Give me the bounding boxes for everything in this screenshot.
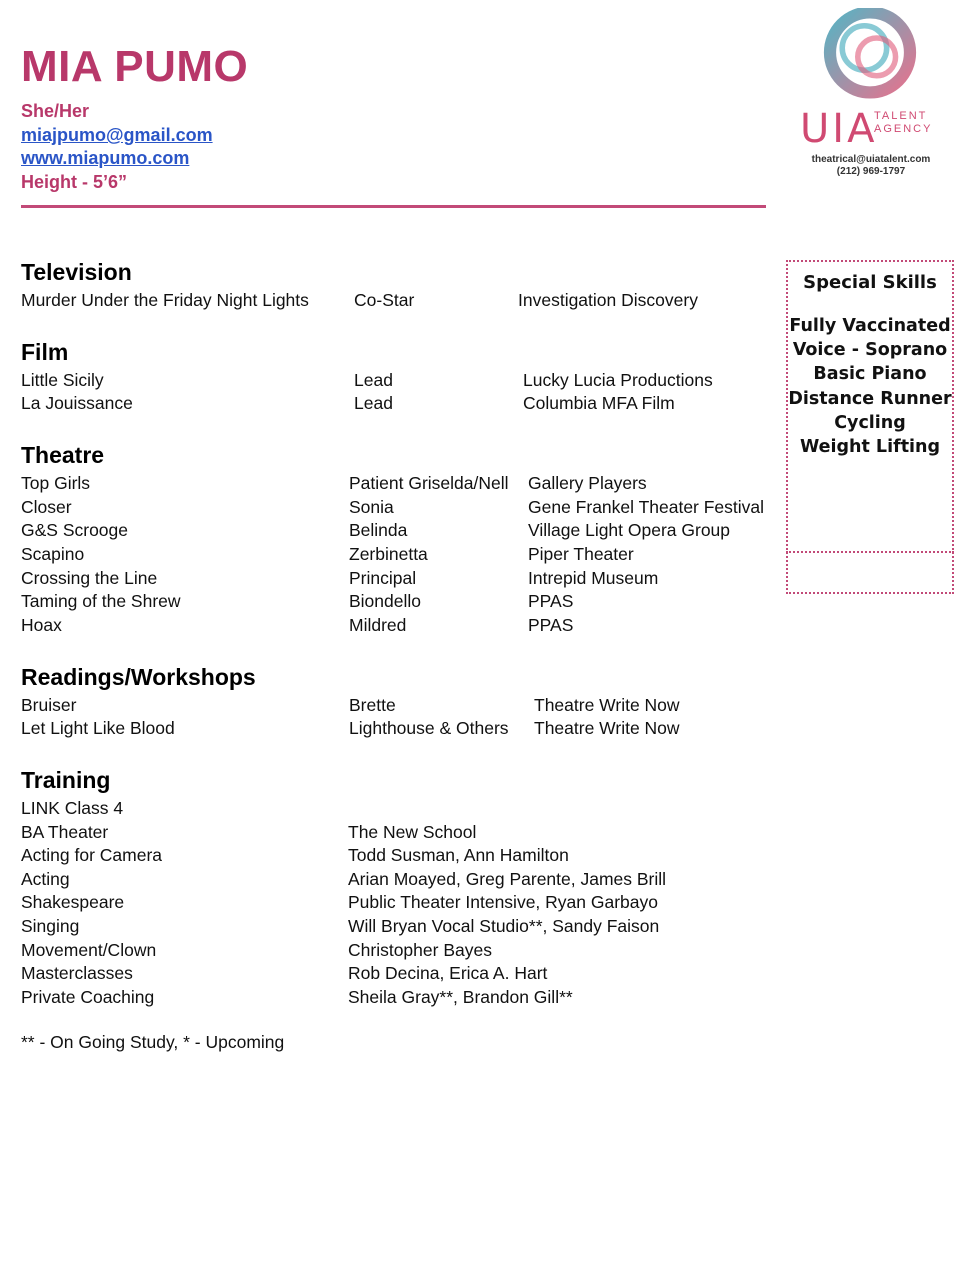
- header-divider: [21, 205, 766, 208]
- credit-title: Hoax: [21, 615, 62, 635]
- website-link[interactable]: www.miapumo.com: [21, 148, 190, 168]
- credit-role: Zerbinetta: [349, 544, 428, 564]
- skill-item: Fully Vaccinated: [789, 316, 951, 336]
- credit-role: Principal: [349, 568, 417, 588]
- credit-role: Lighthouse & Others: [349, 718, 509, 738]
- height: Height - 5’6”: [21, 172, 128, 192]
- credit-title: Little Sicily: [21, 370, 104, 390]
- special-skills-divider: [786, 551, 954, 553]
- training-teacher: Sheila Gray**, Brandon Gill**: [348, 987, 573, 1007]
- training-subject: Acting for Camera: [21, 845, 163, 865]
- credit-company: Piper Theater: [528, 544, 634, 564]
- credit-role: Mildred: [349, 615, 407, 635]
- training-teacher: The New School: [348, 822, 477, 842]
- section-title-film: Film: [21, 339, 69, 365]
- skill-item: Distance Runner: [788, 389, 952, 409]
- pronouns: She/Her: [21, 101, 90, 121]
- skill-item: Weight Lifting: [799, 437, 941, 457]
- credit-title: Let Light Like Blood: [21, 718, 175, 738]
- credit-role: Sonia: [349, 497, 394, 517]
- training-teacher: Todd Susman, Ann Hamilton: [348, 845, 569, 865]
- training-teacher: Arian Moayed, Greg Parente, James Brill: [348, 869, 667, 889]
- section-title-readings: Readings/Workshops: [21, 664, 256, 690]
- credit-company: Columbia MFA Film: [523, 393, 675, 413]
- training-teacher: Christopher Bayes: [348, 940, 492, 960]
- training-subject: Acting: [21, 869, 70, 889]
- credit-role: Biondello: [349, 591, 421, 611]
- section-title-training: Training: [21, 767, 111, 793]
- credit-title: La Jouissance: [21, 393, 133, 413]
- training-subject: Shakespeare: [21, 892, 125, 912]
- agency-logo-icon: [820, 8, 920, 108]
- agency-phone: (212) 969-1797: [836, 166, 906, 177]
- credit-company: PPAS: [528, 591, 574, 611]
- credit-role: Lead: [354, 393, 393, 413]
- agency-logo-text: UIA: [800, 106, 878, 152]
- training-teacher: Rob Decina, Erica A. Hart: [348, 963, 548, 983]
- credit-company: Intrepid Museum: [528, 568, 659, 588]
- credit-title: Murder Under the Friday Night Lights: [21, 290, 309, 310]
- footnote: ** - On Going Study, * - Upcoming: [21, 1032, 285, 1052]
- credit-role: Belinda: [349, 520, 408, 540]
- credit-title: Closer: [21, 497, 72, 517]
- section-title-television: Television: [21, 259, 132, 285]
- credit-title: Crossing the Line: [21, 568, 158, 588]
- credit-role: Brette: [349, 695, 396, 715]
- credit-role: Lead: [354, 370, 393, 390]
- credit-company: Investigation Discovery: [518, 290, 698, 310]
- credit-title: G&S Scrooge: [21, 520, 128, 540]
- training-teacher: Public Theater Intensive, Ryan Garbayo: [348, 892, 658, 912]
- credit-company: Gallery Players: [528, 473, 647, 493]
- actor-name: MIA PUMO: [21, 42, 249, 91]
- section-title-theatre: Theatre: [21, 442, 105, 468]
- credit-title: Taming of the Shrew: [21, 591, 181, 611]
- agency-email: theatrical@uiatalent.com: [811, 154, 931, 165]
- training-teacher: Will Bryan Vocal Studio**, Sandy Faison: [348, 916, 660, 936]
- training-subject: LINK Class 4: [21, 798, 124, 818]
- credit-role: Co-Star: [354, 290, 415, 310]
- credit-company: Theatre Write Now: [534, 718, 680, 738]
- agency-logo-sub-agency: AGENCY: [874, 123, 933, 135]
- credit-title: Scapino: [21, 544, 85, 564]
- training-subject: BA Theater: [21, 822, 109, 842]
- credit-company: Theatre Write Now: [534, 695, 680, 715]
- credit-company: PPAS: [528, 615, 574, 635]
- special-skills-title: Special Skills: [803, 272, 937, 293]
- skill-item: Basic Piano: [813, 364, 927, 384]
- skill-item: Voice - Soprano: [792, 340, 948, 360]
- training-subject: Private Coaching: [21, 987, 155, 1007]
- email-link[interactable]: miajpumo@gmail.com: [21, 125, 213, 145]
- agency-logo-sub-talent: TALENT: [874, 110, 928, 122]
- credit-role: Patient Griselda/Nell: [349, 473, 509, 493]
- credit-title: Top Girls: [21, 473, 91, 493]
- training-subject: Movement/Clown: [21, 940, 157, 960]
- credit-title: Bruiser: [21, 695, 77, 715]
- credit-company: Gene Frankel Theater Festival: [528, 497, 765, 517]
- skill-item: Cycling: [834, 413, 906, 433]
- credit-company: Lucky Lucia Productions: [523, 370, 713, 390]
- credit-company: Village Light Opera Group: [528, 520, 731, 540]
- training-subject: Masterclasses: [21, 963, 133, 983]
- training-subject: Singing: [21, 916, 80, 936]
